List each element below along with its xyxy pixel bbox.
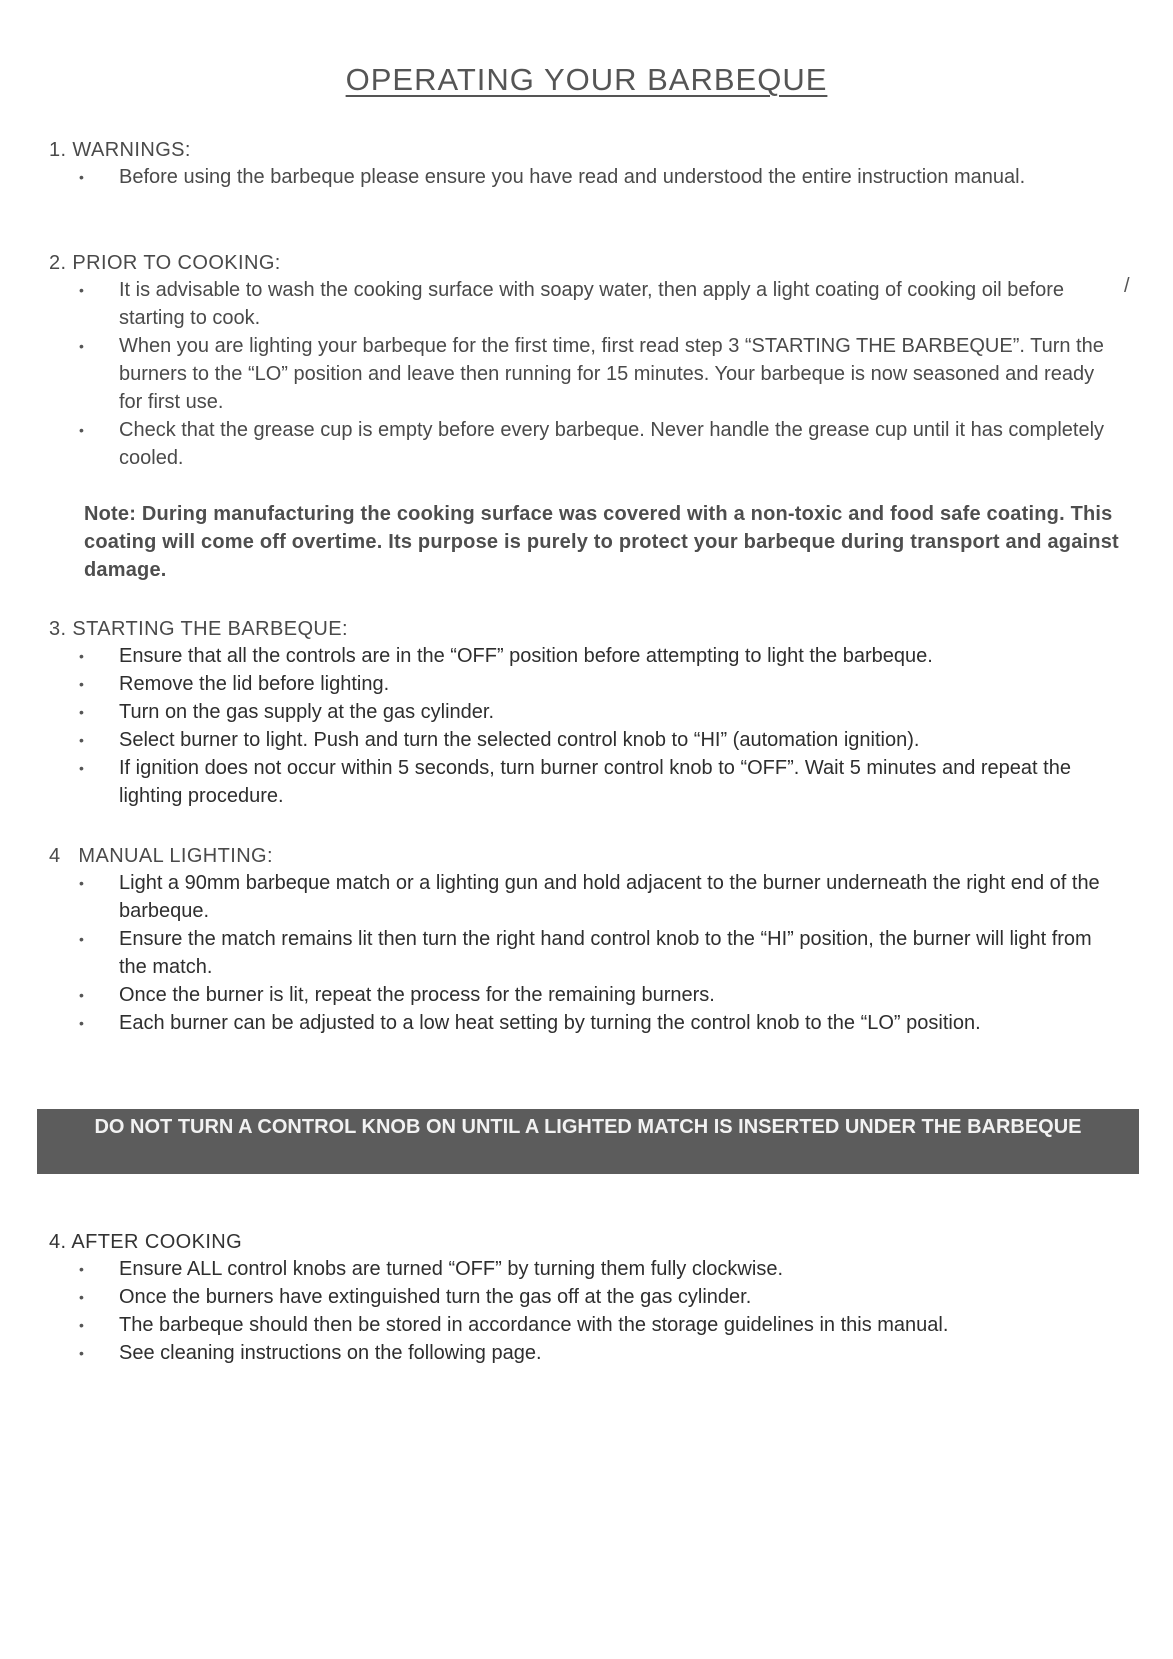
bullet-list: [49, 869, 1129, 1037]
list-item: • If ignition does not occur within 5 seconds, turn burner control knob to “OFF”. Wait 5 minutes and repeat the lighting procedure.: [49, 754, 1129, 810]
bullet-icon: •: [79, 875, 84, 891]
bullet-icon: •: [79, 732, 84, 748]
list-item: • Before using the barbeque please ensure you have read and understood the entire instruction manual.: [49, 163, 1129, 191]
list-item: • Light a 90mm barbeque match or a lighting gun and hold adjacent to the burner underneath the right end of the barbeque.: [49, 869, 1129, 925]
list-item: • Turn on the gas supply at the gas cylinder.: [49, 698, 1129, 726]
bullet-icon: •: [79, 676, 84, 692]
section-starting: [49, 616, 1129, 810]
bullet-icon: •: [79, 1261, 84, 1277]
bullet-list: [49, 642, 1129, 810]
bullet-icon: •: [79, 1345, 84, 1361]
bullet-list: [49, 1255, 1129, 1367]
list-item: • The barbeque should then be stored in accordance with the storage guidelines in this manual.: [49, 1311, 1129, 1339]
list-item: • Ensure the match remains lit then turn the right hand control knob to the “HI” position, the burner will light from the match.: [49, 925, 1129, 981]
list-item: • Once the burner is lit, repeat the process for the remaining burners.: [49, 981, 1129, 1009]
section-heading: 1. WARNINGS:: [49, 139, 191, 161]
page-title: OPERATING YOUR BARBEQUE: [345, 62, 828, 97]
list-item: • Check that the grease cup is empty before every barbeque. Never handle the grease cup until it has completely cooled.: [49, 416, 1129, 472]
bullet-list: [49, 163, 1129, 191]
list-item: • Ensure that all the controls are in the “OFF” position before attempting to light the barbeque.: [49, 642, 1129, 670]
section-heading: 2. PRIOR TO COOKING:: [49, 252, 281, 274]
list-item: • Once the burners have extinguished turn the gas off at the gas cylinder.: [49, 1283, 1129, 1311]
bullet-icon: •: [79, 987, 84, 1003]
list-item: • It is advisable to wash the cooking surface with soapy water, then apply a light coating of cooking oil before starting to cook.: [49, 276, 1129, 332]
bullet-icon: •: [79, 1317, 84, 1333]
bullet-icon: •: [79, 422, 84, 438]
bullet-icon: •: [79, 1015, 84, 1031]
list-item: • Ensure ALL control knobs are turned “OFF” by turning them fully clockwise.: [49, 1255, 1129, 1283]
bullet-icon: •: [79, 338, 84, 354]
section-after-cooking: [49, 1229, 1129, 1367]
list-item: • When you are lighting your barbeque for the first time, first read step 3 “STARTING THE BARBEQUE”. Turn the burners to the “LO” position and leave then running for 15 minutes. Your barbeque is now seasoned and ready for first use.: [49, 332, 1129, 416]
warning-banner: DO NOT TURN A CONTROL KNOB ON UNTIL A LIGHTED MATCH IS INSERTED UNDER THE BARBEQUE: [37, 1109, 1139, 1174]
bullet-list: [49, 276, 1129, 472]
list-item: • Select burner to light. Push and turn the selected control knob to “HI” (automation ignition).: [49, 726, 1129, 754]
bullet-icon: •: [79, 648, 84, 664]
section-prior-to-cooking: [49, 250, 1129, 472]
section-heading: 3. STARTING THE BARBEQUE:: [49, 618, 348, 640]
manufacturing-note: Note: During manufacturing the cooking surface was covered with a non-toxic and food safe coating. This coating will come off overtime. Its purpose is purely to protect your barbeque during transport and against damage.: [84, 503, 1119, 581]
section-heading: 4. AFTER COOKING: [49, 1231, 243, 1253]
bullet-icon: •: [79, 282, 84, 298]
pen-mark: /: [1124, 275, 1130, 297]
list-item: • Each burner can be adjusted to a low heat setting by turning the control knob to the “LO” position.: [49, 1009, 1129, 1037]
bullet-icon: •: [79, 760, 84, 776]
list-item: • Remove the lid before lighting.: [49, 670, 1129, 698]
bullet-icon: •: [79, 704, 84, 720]
bullet-icon: •: [79, 169, 84, 185]
section-manual-lighting: [49, 843, 1129, 1037]
section-warnings: [49, 137, 1129, 191]
bullet-icon: •: [79, 1289, 84, 1305]
section-heading: 4 MANUAL LIGHTING:: [49, 845, 273, 867]
bullet-icon: •: [79, 931, 84, 947]
list-item: • See cleaning instructions on the following page.: [49, 1339, 1129, 1367]
